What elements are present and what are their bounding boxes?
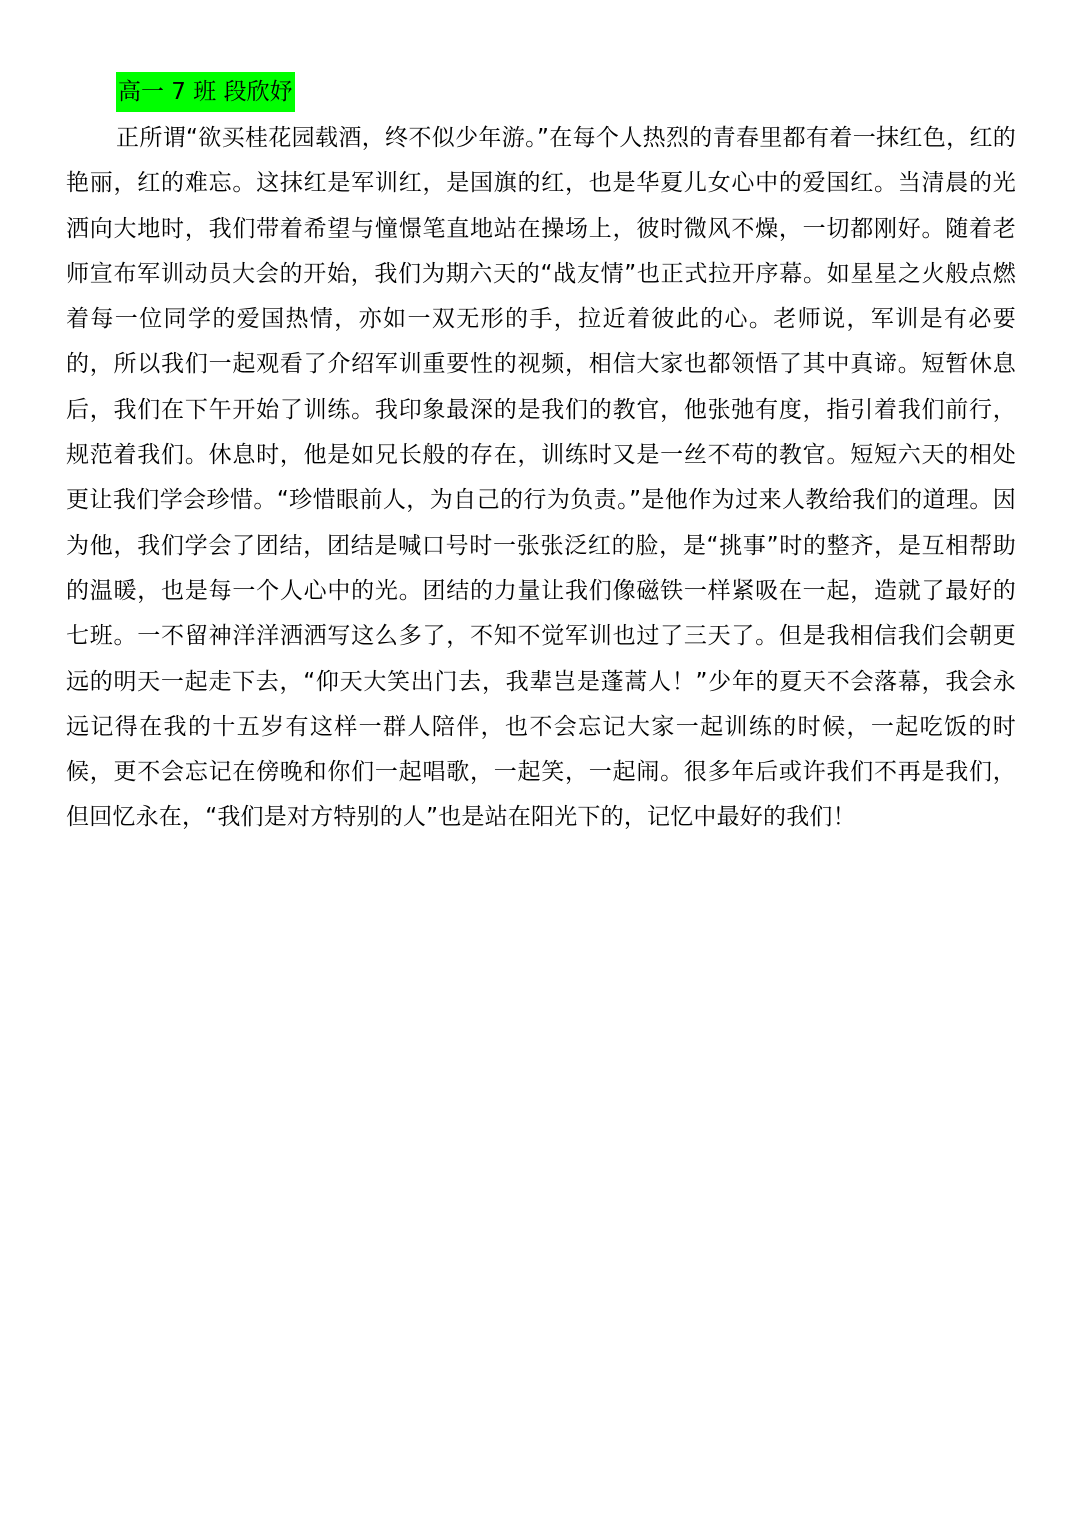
essay-paragraph: 正所谓“欲买桂花园载酒，终不似少年游。”在每个人热烈的青春里都有着一抹红色，红的艳丽，红的难忘。这抹红是军训红，是国旗的红，也是华夏儿女心中的爱国红。当清晨的光洒向大地时，我们带着希望与憧憬笔直地站在操场上，彼时微风不燥，一切都刚好。随着老师宣布军训动员大会的开始，我们为期六天的“战友情”也正式拉开序幕。如星星之火般点燃着每一位同学的爱国热情，亦如一双无形的手，拉近着彼此的心。老师说，军训是有必要的，所以我们一起观看了介绍军训重要性的视频，相信大家也都领悟了其中真谛。短暂休息后，我们在下午开始了训练。我印象最深的是我们的教官，他张弛有度，指引着我们前行，规范着我们。休息时，他是如兄长般的存在，训练时又是一丝不苟的教官。短短六天的相处更让我们学会珍惜。“珍惜眼前人，为自己的行为负责。”是他作为过来人教给我们的道理。因为他，我们学会了团结，团结是喊口号时一张张泛红的脸，是“挑事”时的整齐，是互相帮助的温暖，也是每一个人心中的光。团结的力量让我们像磁铁一样紧吸在一起，造就了最好的七班。一不留神洋洋洒洒写这么多了，不知不觉军训也过了三天了。但是我相信我们会朝更远的明天一起走下去，“仰天大笑出门去，我辈岂是蓬蒿人！”少年的夏天不会落幕，我会永远记得在我的十五岁有这样一群人陪伴，也不会忘记大家一起训练的时候，一起吃饭的时候，更不会忘记在傍晚和你们一起唱歌，一起笑，一起闹。很多年后或许我们不再是我们，但回忆永在，“我们是对方特别的人”也是站在阳光下的，记忆中最好的我们！	[66, 125, 1016, 831]
heading-line	[116, 72, 295, 112]
author-heading: 高一 7 班 段欣妤	[116, 72, 295, 112]
